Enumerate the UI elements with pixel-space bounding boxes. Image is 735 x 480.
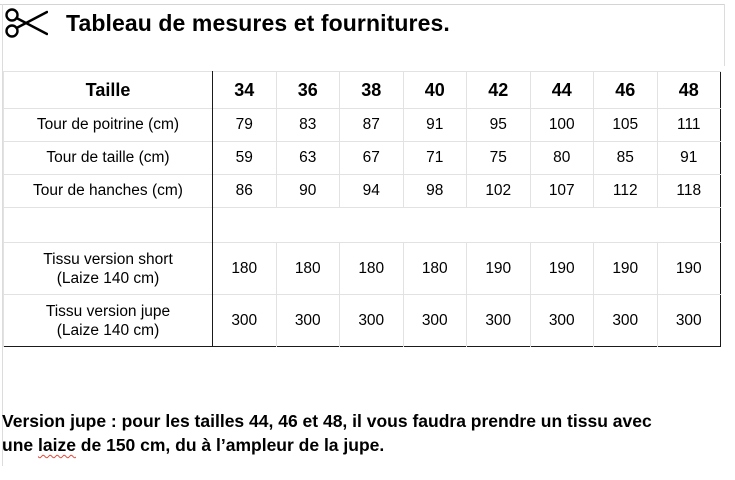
document-header: [4, 6, 450, 40]
table-cell: 67: [340, 142, 404, 175]
table-cell: 300: [530, 295, 594, 347]
size-header-cell: 36: [276, 72, 340, 109]
page-title: Tableau de mesures et fournitures.: [66, 9, 450, 36]
row-label-line: (Laize 140 cm): [56, 321, 160, 339]
table-cell: 180: [403, 243, 467, 295]
table-cell: 105: [594, 109, 658, 142]
table-cell: 102: [467, 175, 531, 208]
table-cell: 79: [213, 109, 277, 142]
row-label: Tour de taille (cm): [4, 142, 213, 175]
size-header-cell: 44: [530, 72, 594, 109]
table-cell: 300: [403, 295, 467, 347]
table-cell: 190: [530, 243, 594, 295]
size-header-label: Taille: [4, 72, 213, 109]
table-cell: 91: [403, 109, 467, 142]
table-cell: 91: [657, 142, 721, 175]
table-cell: 63: [276, 142, 340, 175]
table-cell: 75: [467, 142, 531, 175]
table-row: [4, 142, 721, 175]
row-label-line: Tissu version short: [43, 250, 173, 268]
table-cell: 180: [276, 243, 340, 295]
empty-row: [4, 208, 721, 243]
row-label: [4, 243, 213, 295]
table-cell: 107: [530, 175, 594, 208]
table-row: [4, 295, 721, 347]
table-cell: 90: [276, 175, 340, 208]
table-row: [4, 175, 721, 208]
table-cell: 112: [594, 175, 658, 208]
top-divider: [0, 4, 724, 5]
table-cell: 300: [213, 295, 277, 347]
table-cell: 300: [276, 295, 340, 347]
note-line-1: Version jupe : pour les tailles 44, 46 et 48, il vous faudra prendre un tissu avec: [2, 411, 652, 431]
size-header-cell: 34: [213, 72, 277, 109]
empty-values-cell: [213, 208, 721, 243]
table-cell: 190: [657, 243, 721, 295]
row-label: Tour de poitrine (cm): [4, 109, 213, 142]
table-cell: 190: [467, 243, 531, 295]
note-text: de 150 cm, du à l’ampleur de la jupe.: [75, 435, 385, 455]
table-cell: 87: [340, 109, 404, 142]
empty-label-cell: [4, 208, 213, 243]
table-cell: 180: [340, 243, 404, 295]
scissors-icon: [4, 7, 48, 39]
size-header-cell: 48: [657, 72, 721, 109]
table-cell: 86: [213, 175, 277, 208]
table-cell: 100: [530, 109, 594, 142]
table-cell: 80: [530, 142, 594, 175]
row-label-line: Tissu version jupe: [45, 302, 171, 320]
row-label: Tour de hanches (cm): [4, 175, 213, 208]
size-header-cell: 38: [340, 72, 404, 109]
note-line-2: [2, 433, 734, 457]
note-text: une: [2, 435, 38, 455]
table-cell: 59: [213, 142, 277, 175]
table-cell: 300: [657, 295, 721, 347]
right-margin-line: [724, 4, 725, 66]
table-row: [4, 109, 721, 142]
row-label: [4, 295, 213, 347]
table-cell: 180: [213, 243, 277, 295]
measurements-table: [3, 71, 721, 347]
table-cell: 190: [594, 243, 658, 295]
fabric-width-note: [2, 409, 734, 457]
table-cell: 71: [403, 142, 467, 175]
size-header-cell: 42: [467, 72, 531, 109]
table-cell: 98: [403, 175, 467, 208]
table-cell: 111: [657, 109, 721, 142]
table-cell: 118: [657, 175, 721, 208]
table-cell: 300: [594, 295, 658, 347]
table-cell: 94: [340, 175, 404, 208]
size-header-cell: 46: [594, 72, 658, 109]
spellcheck-flagged-word: laize: [37, 435, 76, 455]
table-cell: 83: [276, 109, 340, 142]
size-header-row: [4, 72, 721, 109]
table-cell: 300: [340, 295, 404, 347]
table-row: [4, 243, 721, 295]
table-cell: 300: [467, 295, 531, 347]
size-header-cell: 40: [403, 72, 467, 109]
row-label-line: (Laize 140 cm): [56, 269, 160, 287]
table-cell: 85: [594, 142, 658, 175]
table-cell: 95: [467, 109, 531, 142]
